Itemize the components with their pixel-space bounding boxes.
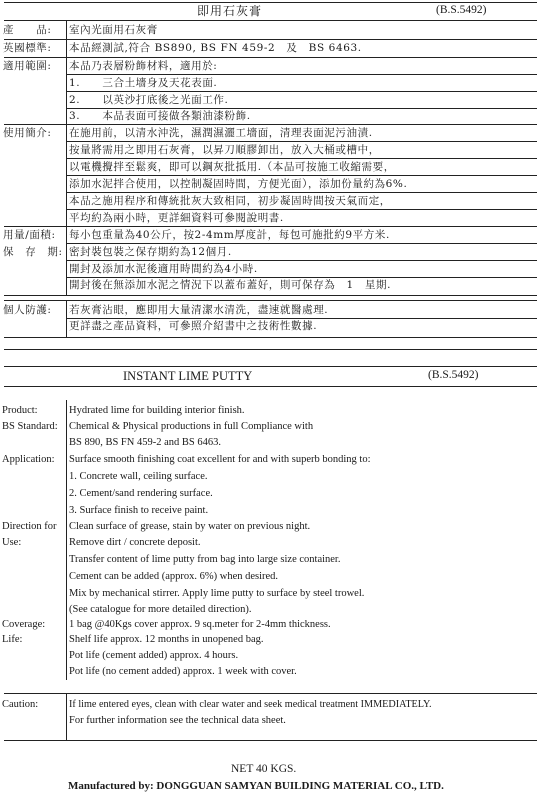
cn-rule [4, 337, 537, 338]
en-caution-line: If lime entered eyes, clean with clear water and seek medical treatment IMMEDIATELY. [69, 699, 432, 710]
cn-rule [4, 226, 537, 227]
cn-usage-label: 使用簡介: [3, 127, 52, 139]
cn-rule [4, 295, 537, 296]
cn-title: 即用石灰膏 [197, 4, 263, 18]
en-title: INSTANT LIME PUTTY [123, 369, 253, 383]
net-weight: NET 40 KGS. [231, 763, 297, 775]
cn-usage-line: 添加水泥拌合使用，以控制凝固時間，方便光面），添加份量約為6%. [69, 178, 408, 190]
en-header-top-rule [4, 366, 537, 367]
en-application-line: Surface smooth finishing coat excellent for and with superb bonding to: [69, 454, 371, 465]
en-product-label: Product: [2, 405, 38, 416]
cn-application-label: 適用範圍: [3, 60, 52, 72]
cn-product-label: 產 品: [3, 24, 52, 36]
cn-rule [4, 57, 537, 58]
cn-shelf-line: 開封及添加水泥後適用時間約為4小時. [69, 263, 258, 275]
cn-rule [66, 108, 537, 109]
cn-application-line: 本品乃表層粉飾材料，適用於: [69, 60, 218, 72]
cn-rule [66, 277, 537, 278]
cn-rule [66, 141, 537, 142]
en-direction-line: Clean surface of grease, stain by water on previous night. [69, 521, 311, 532]
cn-header-bottom-rule [4, 20, 537, 21]
en-caution-line: For further information see the technical data sheet. [69, 715, 286, 726]
cn-rule [66, 175, 537, 176]
cn-coverage-value: 每小包重量為40公斤，按2-4mm厚度計，每包可施批約9平方米. [69, 229, 390, 241]
en-direction-line: (See catalogue for more detailed direction). [69, 604, 252, 615]
cn-coverage-label: 用量/面積: [3, 229, 56, 241]
cn-rule [66, 74, 537, 75]
cn-usage-line: 本品之施用程序和傳統批灰大致相同，初步凝固時間按天氣而定， [69, 195, 391, 207]
cn-caution-line: 更詳盡之產品資料，可參照介紹書中之技術性數據. [69, 320, 318, 332]
cn-product-value: 室內光面用石灰膏 [69, 24, 158, 36]
cn-caution-line: 若灰膏沾眼，應即用大量清潔水清洗，盡速就醫處理. [69, 304, 329, 316]
en-caution-divider [66, 693, 67, 740]
en-life-line: Pot life (no cement added) approx. 1 week with cover. [69, 666, 297, 677]
cn-rule [66, 243, 537, 244]
en-direction-line: Mix by mechanical stirrer. Apply lime putty to surface by steel trowel. [69, 588, 365, 599]
cn-usage-line: 按量將需用之即用石灰膏，以昇刀順膠卸出，放入大桶或槽中， [69, 144, 380, 156]
en-caution-top-rule [4, 693, 537, 694]
en-life-label: Life: [2, 634, 23, 645]
en-life-line: Pot life (cement added) approx. 4 hours. [69, 650, 239, 661]
en-bs-code: (B.S.5492) [428, 369, 479, 381]
cn-shelf-label: 保 存 期: [3, 246, 63, 258]
cn-rule [66, 318, 537, 319]
en-caution-label: Caution: [2, 699, 39, 710]
cn-standard-label: 英國標準: [3, 42, 52, 54]
en-application-label: Application: [2, 454, 55, 465]
cn-header-top-rule [4, 2, 537, 3]
en-application-line: 1. Concrete wall, ceiling surface. [69, 471, 208, 482]
en-life-line: Shelf life approx. 12 months in unopened bag. [69, 634, 264, 645]
cn-rule [4, 39, 537, 40]
cn-usage-line: 平均約為兩小時，更詳細資料可參閱說明書. [69, 212, 284, 224]
en-bottom-rule [4, 740, 537, 741]
en-standard-line: Chemical & Physical productions in full Compliance with [69, 421, 314, 432]
cn-rule [66, 158, 537, 159]
cn-rule [4, 124, 537, 125]
cn-bottom-rule [4, 349, 537, 350]
cn-standard-value: 本品經測試,符合 BS890, BS FN 459-2 及 BS 6463. [69, 42, 362, 54]
cn-shelf-line: 密封裝包裝之保存期約為12個月. [69, 246, 232, 258]
cn-rule [66, 209, 537, 210]
en-direction-label: Direction for [2, 521, 57, 532]
en-product-value: Hydrated lime for building interior finish. [69, 405, 245, 416]
en-coverage-label: Coverage: [2, 619, 46, 630]
cn-rule [66, 192, 537, 193]
en-coverage-value: 1 bag @40Kgs cover approx. 9 sq.meter for 2-4mm thickness. [69, 619, 331, 630]
en-direction-line: Cement can be added (approx. 6%) when desired. [69, 571, 279, 582]
cn-shelf-line: 開封後在無添加水泥之情況下以蓋布蓋好，則可保存為 1 星期. [69, 279, 392, 291]
en-standard-line: BS 890, BS FN 459-2 and BS 6463. [69, 437, 221, 448]
cn-rule [66, 91, 537, 92]
en-application-line: 2. Cement/sand rendering surface. [69, 488, 213, 499]
en-direction-line: Remove dirt / concrete deposit. [69, 537, 201, 548]
en-header-bottom-rule [4, 386, 537, 387]
cn-caution-top-rule [4, 300, 537, 301]
cn-rule [66, 260, 537, 261]
en-standard-label: BS Standard: [2, 421, 58, 432]
cn-application-line: 2. 以英沙打底後之光面工作. [69, 94, 229, 106]
cn-usage-line: 在施用前，以清水沖洗，濕潤濕灑工墻面，清理表面泥污油漬. [69, 127, 373, 139]
manufacturer-line: Manufactured by: DONGGUAN SAMYAN BUILDING MATERIAL CO., LTD. [68, 780, 444, 792]
cn-caution-label: 個人防護: [3, 304, 52, 316]
en-application-line: 3. Surface finish to receive paint. [69, 505, 209, 516]
cn-bs-code: (B.S.5492) [436, 4, 487, 16]
cn-application-line: 1. 三合土墻身及天花表面. [69, 77, 218, 89]
en-direction-label: Use: [2, 537, 22, 548]
en-direction-line: Transfer content of lime putty from bag into large size container. [69, 554, 341, 565]
en-column-divider [66, 400, 67, 680]
cn-usage-line: 以電機攪拌至鬆爽，即可以鋼灰批抵用.（本品可按施工收縮需要， [69, 161, 395, 173]
cn-application-line: 3. 本品表面可接做各類油漆粉飾. [69, 110, 251, 122]
